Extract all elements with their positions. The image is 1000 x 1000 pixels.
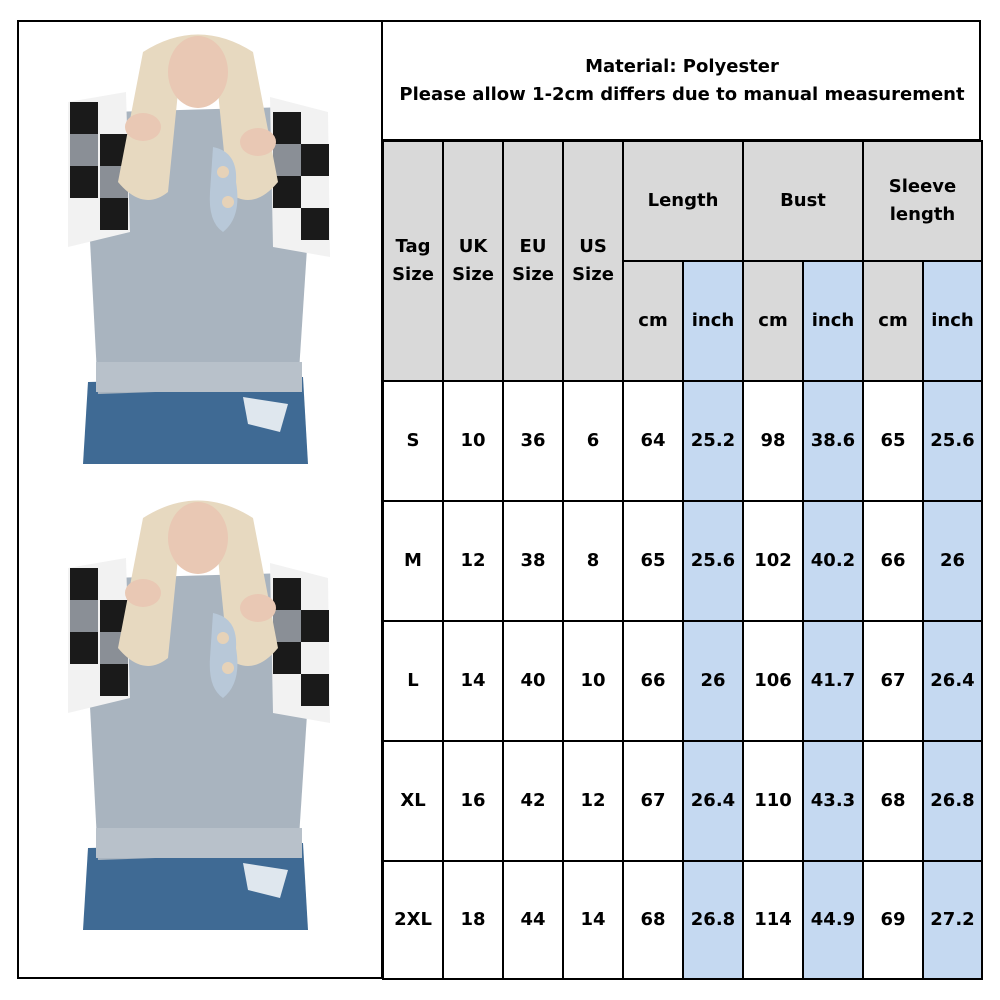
cell-eu: 40 bbox=[503, 621, 563, 741]
table-row bbox=[383, 861, 982, 979]
cell-length-inch: 26.4 bbox=[683, 741, 743, 861]
cell-bust-inch: 41.7 bbox=[803, 621, 863, 741]
cell-tag: L bbox=[383, 621, 443, 741]
header-sleeve-length: Sleeve length bbox=[863, 141, 982, 261]
cell-uk: 16 bbox=[443, 741, 503, 861]
cell-bust-inch: 38.6 bbox=[803, 381, 863, 501]
cell-length-cm: 65 bbox=[623, 501, 683, 621]
cell-length-inch: 26 bbox=[683, 621, 743, 741]
cell-sleeve-cm: 69 bbox=[863, 861, 923, 979]
cell-sleeve-inch: 26.4 bbox=[923, 621, 982, 741]
cell-eu: 44 bbox=[503, 861, 563, 979]
cell-length-inch: 25.2 bbox=[683, 381, 743, 501]
material-note bbox=[383, 22, 981, 140]
cell-bust-cm: 106 bbox=[743, 621, 803, 741]
cell-length-cm: 68 bbox=[623, 861, 683, 979]
table-row bbox=[383, 621, 982, 741]
cell-us: 12 bbox=[563, 741, 623, 861]
cell-sleeve-inch: 27.2 bbox=[923, 861, 982, 979]
cell-bust-cm: 98 bbox=[743, 381, 803, 501]
header-eu-size: EU Size bbox=[503, 141, 563, 381]
cell-sleeve-cm: 66 bbox=[863, 501, 923, 621]
table-row bbox=[383, 381, 982, 501]
cell-uk: 10 bbox=[443, 381, 503, 501]
size-table bbox=[382, 140, 983, 980]
header-tag-size: Tag Size bbox=[383, 141, 443, 381]
cell-eu: 38 bbox=[503, 501, 563, 621]
cell-sleeve-cm: 68 bbox=[863, 741, 923, 861]
material-text: Material: Polyester bbox=[585, 56, 779, 77]
cell-sleeve-inch: 26 bbox=[923, 501, 982, 621]
cell-length-cm: 64 bbox=[623, 381, 683, 501]
cell-eu: 36 bbox=[503, 381, 563, 501]
header-sleeve-inch: inch bbox=[923, 261, 982, 381]
header-us-size: US Size bbox=[563, 141, 623, 381]
measurement-note-text: Please allow 1-2cm differs due to manual measurement bbox=[399, 84, 965, 105]
cell-uk: 12 bbox=[443, 501, 503, 621]
header-length-inch: inch bbox=[683, 261, 743, 381]
cell-bust-cm: 110 bbox=[743, 741, 803, 861]
header-bust-inch: inch bbox=[803, 261, 863, 381]
model-photo-top bbox=[48, 32, 344, 464]
cell-us: 14 bbox=[563, 861, 623, 979]
cell-bust-cm: 102 bbox=[743, 501, 803, 621]
cell-bust-cm: 114 bbox=[743, 861, 803, 979]
cell-tag: S bbox=[383, 381, 443, 501]
cell-length-inch: 26.8 bbox=[683, 861, 743, 979]
header-uk-size: UK Size bbox=[443, 141, 503, 381]
cell-sleeve-inch: 25.6 bbox=[923, 381, 982, 501]
cell-tag: XL bbox=[383, 741, 443, 861]
cell-us: 8 bbox=[563, 501, 623, 621]
sweatshirt-photo-icon bbox=[48, 498, 344, 930]
cell-bust-inch: 40.2 bbox=[803, 501, 863, 621]
cell-us: 6 bbox=[563, 381, 623, 501]
cell-bust-inch: 44.9 bbox=[803, 861, 863, 979]
cell-length-cm: 67 bbox=[623, 741, 683, 861]
cell-sleeve-inch: 26.8 bbox=[923, 741, 982, 861]
cell-sleeve-cm: 67 bbox=[863, 621, 923, 741]
header-bust: Bust bbox=[743, 141, 863, 261]
cell-eu: 42 bbox=[503, 741, 563, 861]
cell-uk: 18 bbox=[443, 861, 503, 979]
cell-length-cm: 66 bbox=[623, 621, 683, 741]
header-length: Length bbox=[623, 141, 743, 261]
header-bust-cm: cm bbox=[743, 261, 803, 381]
cell-sleeve-cm: 65 bbox=[863, 381, 923, 501]
cell-uk: 14 bbox=[443, 621, 503, 741]
sweatshirt-photo-icon bbox=[48, 32, 344, 464]
table-row bbox=[383, 741, 982, 861]
model-photo-bottom bbox=[48, 498, 344, 930]
header-sleeve-cm: cm bbox=[863, 261, 923, 381]
cell-us: 10 bbox=[563, 621, 623, 741]
header-length-cm: cm bbox=[623, 261, 683, 381]
cell-bust-inch: 43.3 bbox=[803, 741, 863, 861]
cell-tag: M bbox=[383, 501, 443, 621]
cell-tag: 2XL bbox=[383, 861, 443, 979]
cell-length-inch: 25.6 bbox=[683, 501, 743, 621]
table-row bbox=[383, 501, 982, 621]
